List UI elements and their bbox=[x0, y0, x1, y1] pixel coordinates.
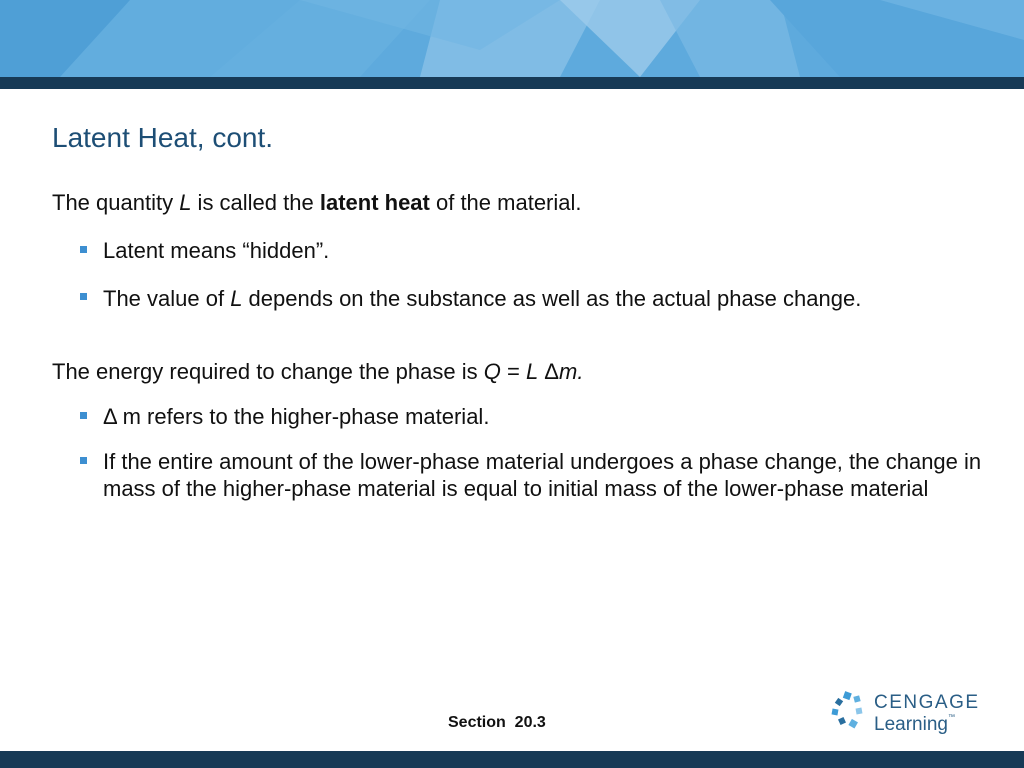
section-label: Section 20.3 bbox=[448, 714, 546, 731]
logo-brand-learning: Learning™ bbox=[874, 714, 955, 735]
footer-bar bbox=[0, 751, 1024, 768]
bullet-entire-amount: If the entire amount of the lower-phase material undergoes a phase change, the change in mass of the higher-phase material is equal to initial mass of the lower-phase material bbox=[103, 449, 982, 501]
bullet-value-of-l: The value of L depends on the substance as well as the actual phase change. bbox=[103, 286, 862, 311]
bullet-square-icon bbox=[80, 246, 87, 253]
header-rule bbox=[0, 77, 1024, 89]
bullet-delta-m: Δ m refers to the higher-phase material. bbox=[103, 404, 490, 429]
cengage-learning-logo bbox=[830, 688, 980, 740]
header-banner bbox=[0, 0, 1024, 77]
bullet-latent-meaning: Latent means “hidden”. bbox=[103, 238, 330, 263]
bullet-square-icon bbox=[80, 457, 87, 464]
bullet-square-icon bbox=[80, 412, 87, 419]
logo-brand-cengage: CENGAGE bbox=[874, 692, 980, 713]
bullet-square-icon bbox=[80, 293, 87, 300]
cengage-logo-mark-icon bbox=[830, 690, 868, 730]
slide-title: Latent Heat, cont. bbox=[52, 122, 274, 153]
paragraph-energy-equation: The energy required to change the phase is Q = L Δm. bbox=[52, 359, 584, 384]
paragraph-latent-heat: The quantity L is called the latent heat of the material. bbox=[52, 190, 582, 215]
